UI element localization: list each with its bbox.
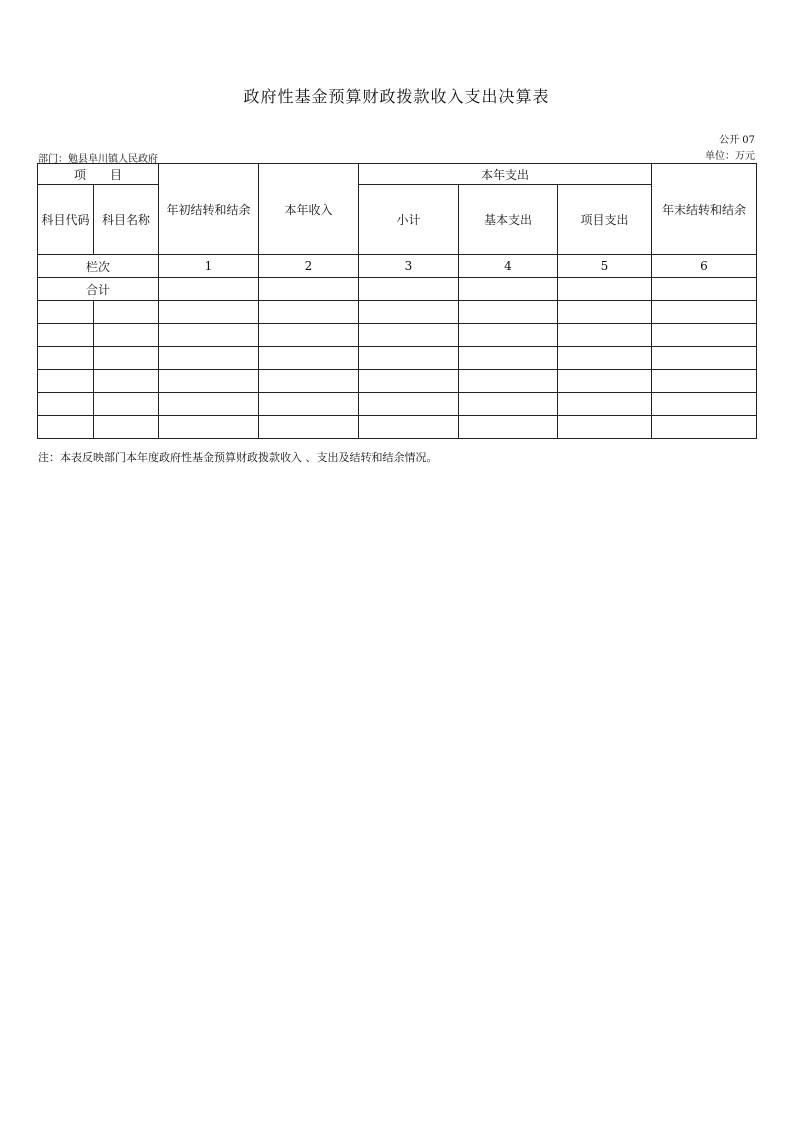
table-cell: [259, 370, 359, 393]
table-cell: [259, 416, 359, 439]
column-number-3: 3: [359, 255, 459, 278]
table-cell: [652, 347, 757, 370]
table-cell: [94, 393, 159, 416]
total-cell: [558, 278, 652, 301]
table-cell: [459, 416, 558, 439]
header-item: 项 目: [38, 164, 159, 185]
column-number-row: [38, 255, 757, 278]
table-cell: [652, 324, 757, 347]
table-cell: [459, 347, 558, 370]
table-cell: [459, 370, 558, 393]
table-cell: [159, 347, 259, 370]
header-current-income: 本年收入: [259, 164, 359, 255]
header-project-expense: 项目支出: [558, 185, 652, 255]
department-label: 部门：勉县阜川镇人民政府: [38, 154, 158, 165]
total-cell: [652, 278, 757, 301]
header-closing-balance: 年末结转和结余: [652, 164, 757, 255]
table-cell: [359, 347, 459, 370]
table-cell: [558, 301, 652, 324]
unit-label: 单位：万元: [705, 151, 755, 162]
column-number-1: 1: [159, 255, 259, 278]
header-subject-name: 科目名称: [94, 185, 159, 255]
table-cell: [558, 324, 652, 347]
table-row: [38, 301, 757, 324]
table-cell: [159, 324, 259, 347]
table-cell: [159, 370, 259, 393]
table-cell: [359, 370, 459, 393]
table-row: [38, 370, 757, 393]
table-cell: [94, 370, 159, 393]
total-row: [38, 278, 757, 301]
column-number-5: 5: [558, 255, 652, 278]
table-row: [38, 324, 757, 347]
table-cell: [94, 347, 159, 370]
column-number-2: 2: [259, 255, 359, 278]
table-cell: [558, 370, 652, 393]
column-number-4: 4: [459, 255, 558, 278]
table-cell: [259, 301, 359, 324]
table-cell: [159, 301, 259, 324]
table-row: [38, 393, 757, 416]
total-cell: [159, 278, 259, 301]
table-cell: [359, 416, 459, 439]
table-cell: [652, 393, 757, 416]
table-cell: [459, 393, 558, 416]
column-number-label: 栏次: [38, 255, 159, 278]
table-cell: [94, 416, 159, 439]
table-cell: [159, 416, 259, 439]
header-current-expense: 本年支出: [359, 164, 652, 185]
table-cell: [558, 347, 652, 370]
table-cell: [558, 393, 652, 416]
table-row: [38, 416, 757, 439]
document-title: 政府性基金预算财政拨款收入支出决算表: [243, 87, 550, 106]
table-cell: [652, 370, 757, 393]
total-cell: [259, 278, 359, 301]
table-cell: [359, 393, 459, 416]
table-cell: [38, 370, 94, 393]
table-cell: [38, 416, 94, 439]
footnote: 注：本表反映部门本年度政府性基金预算财政拨款收入 、支出及结转和结余情况。: [38, 451, 438, 464]
total-cell: [359, 278, 459, 301]
table-cell: [259, 393, 359, 416]
table-cell: [359, 324, 459, 347]
table-cell: [38, 301, 94, 324]
table-cell: [259, 324, 359, 347]
header-subject-code: 科目代码: [38, 185, 94, 255]
total-label: 合计: [38, 278, 159, 301]
budget-table: [37, 163, 757, 439]
table-cell: [94, 301, 159, 324]
table-cell: [652, 301, 757, 324]
column-number-6: 6: [652, 255, 757, 278]
table-cell: [652, 416, 757, 439]
table-cell: [459, 301, 558, 324]
table-cell: [38, 347, 94, 370]
form-code: 公开 07: [719, 135, 755, 146]
table-cell: [359, 301, 459, 324]
table-cell: [94, 324, 159, 347]
header-subtotal: 小计: [359, 185, 459, 255]
table-cell: [38, 324, 94, 347]
table-cell: [159, 393, 259, 416]
table-row: [38, 347, 757, 370]
total-cell: [459, 278, 558, 301]
table-cell: [459, 324, 558, 347]
table-cell: [558, 416, 652, 439]
header-opening-balance: 年初结转和结余: [159, 164, 259, 255]
header-basic-expense: 基本支出: [459, 185, 558, 255]
table-cell: [38, 393, 94, 416]
table-cell: [259, 347, 359, 370]
